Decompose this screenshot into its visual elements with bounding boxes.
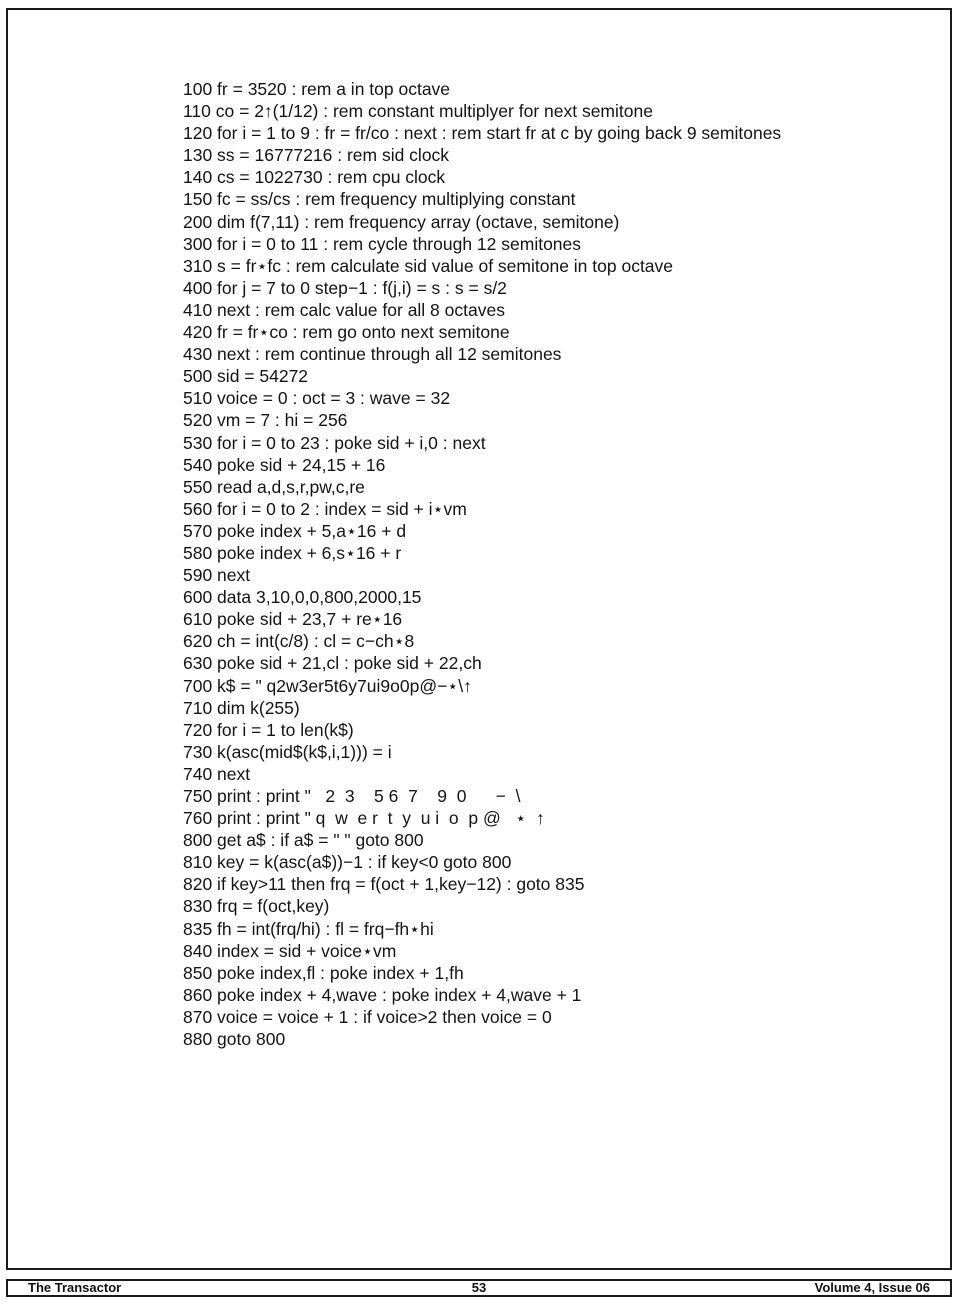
code-line: 880 goto 800 xyxy=(183,1029,286,1050)
code-line: 760 print : print " q w e r t y u i o p @ ⋆ ↑ xyxy=(183,808,545,829)
code-line: 540 poke sid + 24,15 + 16 xyxy=(183,454,386,475)
code-line: 150 fc = ss/cs : rem frequency multiplying constant xyxy=(183,189,576,210)
code-line: 710 dim k(255) xyxy=(183,697,300,718)
code-line: 310 s = fr⋆fc : rem calculate sid value of semitone in top octave xyxy=(183,255,674,276)
code-line: 510 voice = 0 : oct = 3 : wave = 32 xyxy=(183,388,451,409)
code-line: 110 co = 2↑(1/12) : rem constant multiplyer for next semitone xyxy=(183,101,653,122)
page-footer xyxy=(6,1279,952,1297)
code-line: 410 next : rem calc value for all 8 octaves xyxy=(183,299,505,320)
code-line: 830 frq = f(oct,key) xyxy=(183,896,330,917)
code-line: 120 for i = 1 to 9 : fr = fr/co : next : rem start fr at c by going back 9 semitones xyxy=(183,123,782,144)
code-line: 600 data 3,10,0,0,800,2000,15 xyxy=(183,587,422,608)
code-line: 835 fh = int(frq/hi) : fl = frq−fh⋆hi xyxy=(183,918,434,939)
code-line: 430 next : rem continue through all 12 semitones xyxy=(183,344,562,365)
issue-label: Volume 4, Issue 06 xyxy=(814,1280,930,1295)
code-line: 860 poke index + 4,wave : poke index + 4,wave + 1 xyxy=(183,984,582,1005)
code-line: 740 next xyxy=(183,763,251,784)
code-line: 420 fr = fr⋆co : rem go onto next semitone xyxy=(183,322,510,343)
code-line: 620 ch = int(c/8) : cl = c−ch⋆8 xyxy=(183,631,415,652)
code-line: 810 key = k(asc(a$))−1 : if key<0 goto 800 xyxy=(183,852,512,873)
code-line: 500 sid = 54272 xyxy=(183,366,309,387)
code-line: 530 for i = 0 to 23 : poke sid + i,0 : next xyxy=(183,432,486,453)
code-line: 750 print : print " 2 3 5 6 7 9 0 − \ xyxy=(183,786,521,806)
magazine-title: The Transactor xyxy=(28,1280,122,1295)
code-line: 550 read a,d,s,r,pw,c,re xyxy=(183,476,365,497)
code-line: 850 poke index,fl : poke index + 1,fh xyxy=(183,962,464,983)
code-line: 590 next xyxy=(183,565,251,586)
code-line: 820 if key>11 then frq = f(oct + 1,key−12) : goto 835 xyxy=(183,874,585,895)
code-line: 630 poke sid + 21,cl : poke sid + 22,ch xyxy=(183,653,482,674)
code-line: 800 get a$ : if a$ = " " goto 800 xyxy=(183,830,424,851)
code-line: 560 for i = 0 to 2 : index = sid + i⋆vm xyxy=(183,498,467,519)
code-line: 400 for j = 7 to 0 step−1 : f(j,i) = s : s = s/2 xyxy=(183,277,507,298)
code-line: 840 index = sid + voice⋆vm xyxy=(183,940,397,961)
basic-program-listing xyxy=(183,78,923,1050)
code-line: 700 k$ = " q2w3er5t6y7ui9o0p@−⋆\↑ xyxy=(183,675,472,696)
code-line: 300 for i = 0 to 11 : rem cycle through 12 semitones xyxy=(183,233,582,254)
page-number: 53 xyxy=(471,1280,487,1295)
code-line: 140 cs = 1022730 : rem cpu clock xyxy=(183,167,446,188)
code-line: 200 dim f(7,11) : rem frequency array (octave, semitone) xyxy=(183,211,620,232)
code-line: 520 vm = 7 : hi = 256 xyxy=(183,410,348,431)
code-line: 580 poke index + 6,s⋆16 + r xyxy=(183,542,402,563)
code-line: 130 ss = 16777216 : rem sid clock xyxy=(183,145,450,166)
code-line: 100 fr = 3520 : rem a in top octave xyxy=(183,79,451,99)
code-line: 720 for i = 1 to len(k$) xyxy=(183,719,354,740)
code-line: 730 k(asc(mid$(k$,i,1))) = i xyxy=(183,741,392,762)
code-line: 570 poke index + 5,a⋆16 + d xyxy=(183,520,407,541)
code-line: 870 voice = voice + 1 : if voice>2 then voice = 0 xyxy=(183,1006,552,1027)
code-line: 610 poke sid + 23,7 + re⋆16 xyxy=(183,609,403,630)
